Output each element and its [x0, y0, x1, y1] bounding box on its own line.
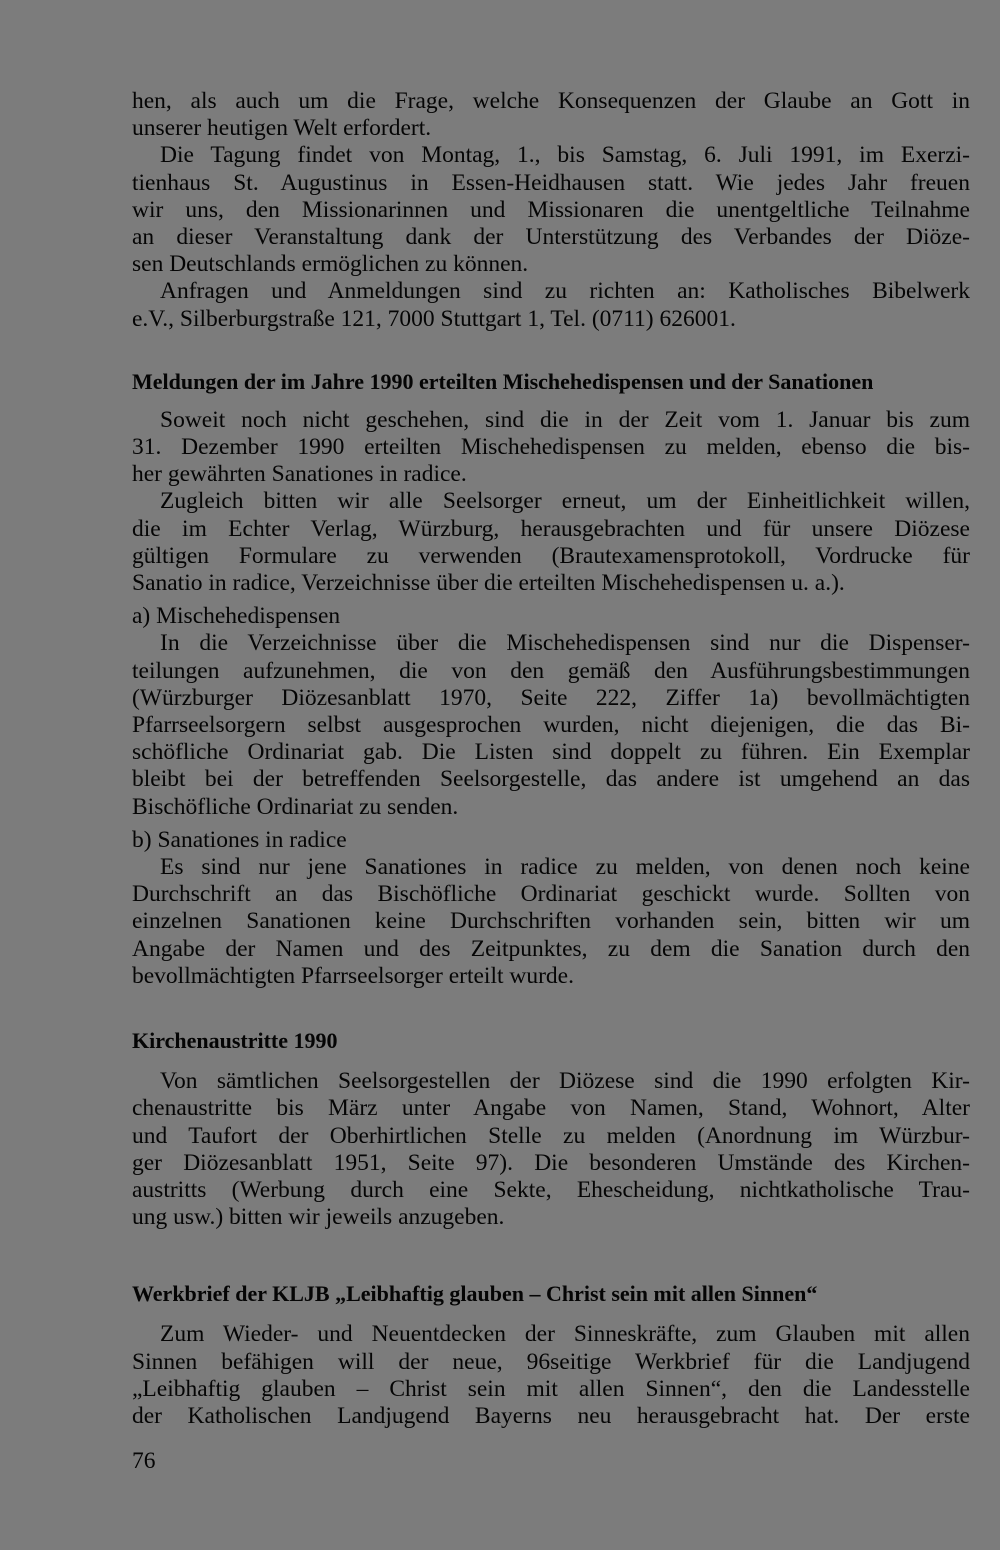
text-line: schöfliche Ordinariat gab. Die Listen sind doppelt zu führen. Ein Exemplar	[132, 739, 970, 766]
section3-paragraph-1	[132, 1321, 970, 1430]
text-line: Anfragen und Anmeldungen sind zu richten an: Katholisches Bibelwerk	[160, 278, 970, 305]
text-line: „Leibhaftig glauben – Christ sein mit allen Sinnen“, den die Landesstelle	[132, 1375, 970, 1402]
intro-paragraph-1	[132, 88, 970, 142]
page-number: 76	[132, 1448, 156, 1474]
text-line: Die Tagung findet von Montag, 1., bis Samstag, 6. Juli 1991, im Exerzi-	[160, 142, 970, 169]
text-line: teilungen aufzunehmen, die von den gemäß den Ausführungsbestimmungen	[132, 657, 970, 684]
text-line: Zum Wieder- und Neuentdecken der Sinneskräfte, zum Glauben mit allen	[160, 1321, 970, 1348]
item-b-paragraph	[132, 854, 970, 990]
text-line: In die Verzeichnisse über die Mischehedispensen sind nur die Dispenser-	[160, 630, 970, 657]
text-line: 31. Dezember 1990 erteilten Mischehedispensen zu melden, ebenso die bis-	[132, 434, 970, 461]
text-line: einzelnen Sanationen keine Durchschriften vorhanden sein, bitten wir um	[132, 908, 970, 935]
text-line: ung usw.) bitten wir jeweils anzugeben.	[132, 1204, 505, 1231]
section2-paragraph-1	[132, 1068, 970, 1231]
item-b-label: b) Sanationes in radice	[132, 826, 347, 853]
text-line: wir uns, den Missionarinnen und Missionaren die unentgeltliche Teilnahme	[132, 196, 970, 223]
document-page	[132, 88, 970, 1430]
text-line: gültigen Formulare zu verwenden (Brautexamensprotokoll, Vordrucke für	[132, 542, 970, 569]
text-line: Sinnen befähigen will der neue, 96seitige Werkbrief für die Landjugend	[132, 1348, 970, 1375]
text-line: Es sind nur jene Sanationes in radice zu melden, von denen noch keine	[160, 854, 970, 881]
text-line: Pfarrseelsorgern selbst ausgesprochen wurden, nicht diejenigen, die das Bi-	[132, 712, 970, 739]
text-line: tienhaus St. Augustinus in Essen-Heidhausen statt. Wie jedes Jahr freuen	[132, 169, 970, 196]
text-line: bevollmächtigten Pfarrseelsorger erteilt wurde.	[132, 962, 574, 989]
text-line: hen, als auch um die Frage, welche Konsequenzen der Glaube an Gott in	[132, 88, 970, 114]
section-heading-mischehedispensen: Meldungen der im Jahre 1990 erteilten Mischehedispensen und der Sanationen	[132, 368, 874, 394]
text-line: Soweit noch nicht geschehen, sind die in der Zeit vom 1. Januar bis zum	[160, 406, 970, 433]
text-line: Sanatio in radice, Verzeichnisse über die erteilten Mischehedispensen u. a.).	[132, 570, 845, 597]
section-heading-werkbrief: Werkbrief der KLJB „Leibhaftig glauben – Christ sein mit allen Sinnen“	[132, 1281, 818, 1307]
text-line: ger Diözesanblatt 1951, Seite 97). Die besonderen Umstände des Kirchen-	[132, 1149, 970, 1176]
text-line: die im Echter Verlag, Würzburg, herausgebrachten und für unsere Diözese	[132, 515, 970, 542]
text-line: Bischöfliche Ordinariat zu senden.	[132, 793, 459, 820]
section1-paragraph-1	[132, 407, 970, 489]
text-line: bleibt bei der betreffenden Seelsorgestelle, das andere ist umgehend an das	[132, 766, 970, 793]
text-line: austritts (Werbung durch eine Sekte, Ehescheidung, nichtkatholische Trau-	[132, 1176, 970, 1203]
text-line: (Würzburger Diözesanblatt 1970, Seite 222, Ziffer 1a) bevollmächtigten	[132, 684, 970, 711]
text-line: Angabe der Namen und des Zeitpunktes, zu dem die Sanation durch den	[132, 935, 970, 962]
text-line: chenaustritte bis März unter Angabe von Namen, Stand, Wohnort, Alter	[132, 1095, 970, 1122]
text-line: der Katholischen Landjugend Bayerns neu herausgebracht hat. Der erste	[132, 1402, 970, 1429]
intro-paragraph-3	[132, 278, 970, 332]
text-line: unserer heutigen Welt erfordert.	[132, 115, 432, 142]
text-line: an dieser Veranstaltung dank der Unterstützung des Verbandes der Diöze-	[132, 224, 970, 251]
text-line: Von sämtlichen Seelsorgestellen der Diözese sind die 1990 erfolgten Kir-	[160, 1068, 970, 1095]
item-a-paragraph	[132, 630, 970, 820]
text-line: e.V., Silberburgstraße 121, 7000 Stuttgart 1, Tel. (0711) 626001.	[132, 305, 736, 332]
text-line: Durchschrift an das Bischöfliche Ordinariat geschickt wurde. Sollten von	[132, 881, 970, 908]
text-line: her gewährten Sanationes in radice.	[132, 461, 467, 488]
section-heading-kirchenaustritte: Kirchenaustritte 1990	[132, 1028, 338, 1054]
item-a-label: a) Mischehedispensen	[132, 603, 341, 630]
text-line: und Taufort der Oberhirtlichen Stelle zu melden (Anordnung im Würzbur-	[132, 1122, 970, 1149]
section1-paragraph-2	[132, 488, 970, 597]
text-line: Zugleich bitten wir alle Seelsorger erneut, um der Einheitlichkeit willen,	[160, 488, 970, 515]
intro-paragraph-2	[132, 142, 970, 278]
text-line: sen Deutschlands ermöglichen zu können.	[132, 251, 529, 278]
